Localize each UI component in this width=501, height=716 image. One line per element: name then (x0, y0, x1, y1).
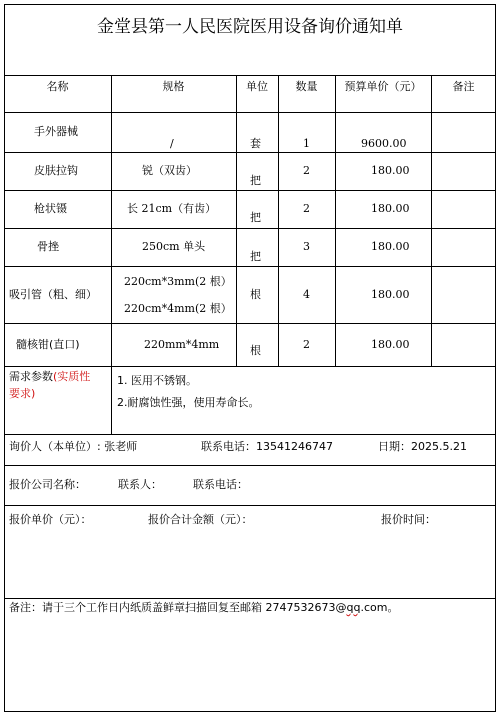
row-unit: 把 (250, 250, 261, 263)
rule-row3 (4, 228, 496, 229)
row-unit: 把 (250, 174, 261, 187)
row-name: 髓核钳(直口) (16, 338, 80, 351)
row-price: 180.00 (371, 288, 410, 301)
row-price: 180.00 (371, 164, 410, 177)
requirements-label-red: (实质性 (53, 370, 91, 383)
row-name: 骨挫 (37, 240, 59, 253)
footer-email-domain: qq (346, 601, 361, 614)
requirements-label-text: 需求参数 (9, 370, 53, 383)
col-divider-3 (278, 75, 279, 366)
rule-inquirer (4, 465, 496, 466)
inquirer-phone: 联系电话：13541246747 (201, 440, 333, 453)
row-name: 吸引管（粗、细） (9, 288, 97, 301)
row-qty: 2 (303, 164, 310, 177)
rule-title (4, 75, 496, 76)
row-spec: 250cm 单头 (142, 240, 206, 253)
rule-row2 (4, 190, 496, 191)
row-qty: 2 (303, 202, 310, 215)
col-divider-5 (431, 75, 432, 366)
page-title: 金堂县第一人民医院医用设备询价通知单 (97, 17, 403, 37)
row-spec: / (170, 137, 174, 150)
row-qty: 2 (303, 338, 310, 351)
row-name: 皮肤拉钩 (34, 164, 78, 177)
inquirer-person: 询价人（本单位）: 张老师 (9, 440, 138, 453)
row-price: 180.00 (371, 202, 410, 215)
rule-requirements (4, 434, 496, 435)
requirements-label (9, 370, 90, 384)
header-note: 备注 (452, 80, 475, 93)
row-price: 9600.00 (361, 137, 407, 150)
rule-header (4, 112, 496, 113)
row-spec: 220cm*3mm(2 根） (124, 275, 232, 288)
row-spec: 长 21cm（有齿） (127, 202, 217, 215)
col-divider-2 (236, 75, 237, 366)
row-qty: 1 (303, 137, 310, 150)
quote-unit-price: 报价单价（元）： (9, 513, 92, 526)
rule-quote-price (4, 598, 496, 599)
rule-row4 (4, 266, 496, 267)
header-qty: 数量 (295, 80, 318, 93)
header-name: 名称 (46, 80, 69, 93)
requirements-label-red-2: 要求) (9, 387, 36, 400)
row-spec-2: 220cm*4mm(2 根） (124, 302, 232, 315)
row-unit: 把 (250, 211, 261, 224)
footer-note-suffix: .com。 (360, 601, 399, 614)
footer-note (9, 601, 398, 615)
quote-time: 报价时间： (381, 513, 436, 526)
row-spec: 锐（双齿） (142, 164, 197, 177)
row-price: 180.00 (371, 240, 410, 253)
col-divider-1 (111, 75, 112, 434)
row-unit: 套 (250, 137, 261, 150)
row-spec: 220mm*4mm (144, 338, 220, 351)
rule-row5 (4, 323, 496, 324)
rule-quote-company (4, 505, 496, 506)
row-name: 手外器械 (34, 125, 78, 138)
quote-phone: 联系电话： (193, 478, 248, 491)
header-spec: 规格 (162, 80, 185, 93)
quote-contact: 联系人： (118, 478, 162, 491)
header-price: 预算单价（元） (344, 80, 422, 93)
footer-note-text: 备注：请于三个工作日内纸质盖鲜章扫描回复至邮箱 2747532673@ (9, 601, 347, 614)
col-divider-4 (335, 75, 336, 366)
requirement-item-1: 1. 医用不锈钢。 (117, 374, 197, 387)
quote-company-name: 报价公司名称： (9, 478, 86, 491)
row-qty: 3 (303, 240, 310, 253)
inquirer-date: 日期：2025.5.21 (378, 440, 467, 453)
rule-row1 (4, 152, 496, 153)
row-qty: 4 (303, 288, 310, 301)
row-unit: 根 (250, 288, 261, 301)
row-price: 180.00 (371, 338, 410, 351)
header-unit: 单位 (246, 80, 268, 93)
row-name: 枪状镊 (34, 202, 67, 215)
rule-row6 (4, 366, 496, 367)
row-unit: 根 (250, 344, 261, 357)
requirement-item-2: 2.耐腐蚀性强，使用寿命长。 (117, 396, 260, 409)
quote-total: 报价合计金额（元）： (148, 513, 253, 526)
